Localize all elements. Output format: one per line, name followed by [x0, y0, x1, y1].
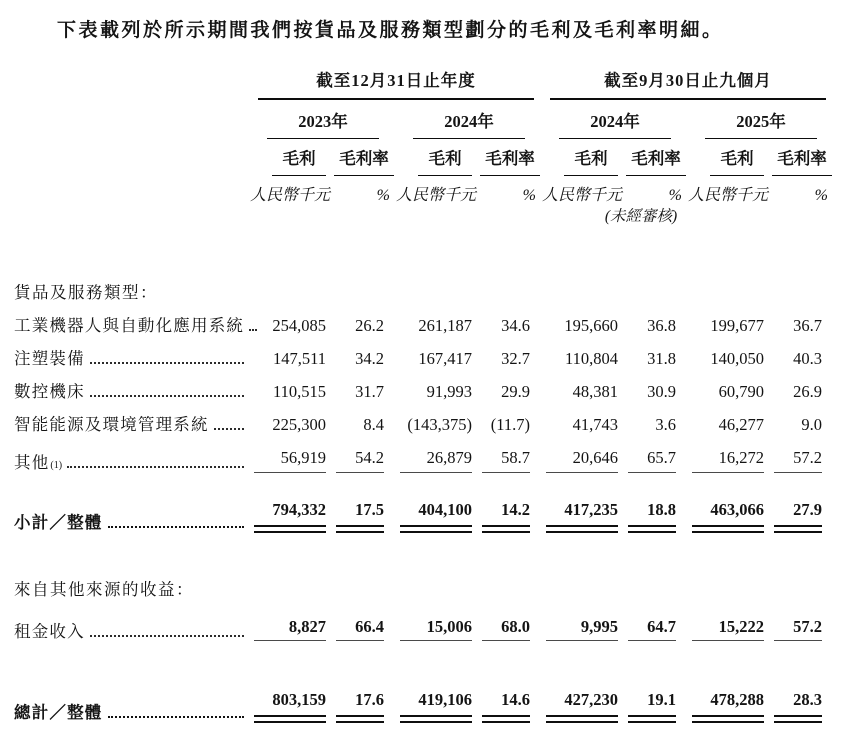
section-header-row	[14, 284, 834, 303]
profit-header: 毛利	[542, 139, 626, 176]
value-cell: 57.2	[772, 600, 834, 642]
unit-row	[14, 176, 834, 205]
value-cell: 261,187	[418, 315, 472, 335]
subtotal-row	[14, 473, 834, 533]
value-cell: 225,300	[272, 414, 326, 434]
value-cell: 36.8	[647, 315, 676, 335]
value-cell: 14.2	[480, 473, 542, 533]
value-cell: 91,993	[426, 381, 472, 401]
margin-header: 毛利率	[626, 139, 688, 176]
value-cell: 427,230	[542, 641, 626, 723]
value-cell: 31.7	[355, 381, 384, 401]
value-cell: 17.6	[334, 641, 396, 723]
dot-leader	[108, 716, 245, 718]
value-cell: 30.9	[647, 381, 676, 401]
gross-profit-table	[14, 70, 834, 724]
unit-currency: 人民幣千元	[396, 186, 477, 204]
value-cell: 8,827	[250, 600, 334, 642]
value-cell: 26.2	[355, 315, 384, 335]
value-cell: 56,919	[250, 435, 334, 473]
value-cell: 14.6	[480, 641, 542, 723]
unaudited-row	[14, 205, 834, 226]
value-cell: 254,085	[272, 315, 326, 335]
profit-header: 毛利	[250, 139, 334, 176]
value-cell: 34.6	[501, 315, 530, 335]
unit-percent: %	[814, 186, 828, 204]
margin-header: 毛利率	[772, 139, 834, 176]
value-cell: 26,879	[396, 435, 480, 473]
dot-leader	[90, 362, 244, 364]
unit-currency: 人民幣千元	[542, 186, 623, 204]
value-cell: 29.9	[501, 381, 530, 401]
section-header-row	[14, 533, 834, 600]
unit-percent: %	[522, 186, 536, 204]
value-cell: 26.9	[793, 381, 822, 401]
value-cell: 15,222	[688, 600, 772, 642]
table-row	[14, 336, 834, 369]
row-label: 智能能源及環境管理系統	[14, 402, 250, 435]
value-cell: 140,050	[710, 348, 764, 368]
value-cell: 9.0	[801, 414, 822, 434]
value-cell: 147,511	[272, 348, 326, 368]
value-cell: 34.2	[355, 348, 384, 368]
value-cell: 8.4	[363, 414, 384, 434]
value-cell: 46,277	[718, 414, 764, 434]
value-cell: 20,646	[542, 435, 626, 473]
value-cell: (143,375)	[407, 414, 472, 434]
dot-leader	[90, 395, 244, 397]
unit-currency: 人民幣千元	[250, 186, 331, 204]
value-cell: 36.7	[793, 315, 822, 335]
section-other-income: 來自其他來源的收益：	[14, 579, 194, 599]
row-label: 總計／整體	[14, 641, 250, 723]
dot-leader	[90, 635, 244, 637]
header-spacer	[14, 70, 250, 100]
dot-leader	[249, 329, 257, 331]
year-header-2024: 2024年	[396, 100, 542, 139]
value-cell: 68.0	[480, 600, 542, 642]
dot-leader	[214, 428, 244, 430]
value-cell: 60,790	[718, 381, 764, 401]
value-cell: 65.7	[626, 435, 688, 473]
value-cell: 199,677	[710, 315, 764, 335]
row-label: 注塑裝備	[14, 336, 250, 369]
value-cell: 803,159	[250, 641, 334, 723]
table-row	[14, 402, 834, 435]
dot-leader	[67, 466, 244, 468]
table-row	[14, 435, 834, 473]
period-group-row	[14, 70, 834, 100]
value-cell: 18.8	[626, 473, 688, 533]
table-row	[14, 369, 834, 402]
value-cell: 478,288	[688, 641, 772, 723]
value-cell: 110,804	[564, 348, 618, 368]
unaudited-note: (未經審核)	[604, 207, 678, 225]
measure-header-row	[14, 139, 834, 176]
value-cell: 41,743	[572, 414, 618, 434]
value-cell: 27.9	[772, 473, 834, 533]
value-cell: 110,515	[272, 381, 326, 401]
value-cell: 15,006	[396, 600, 480, 642]
table-intro-text: 下表載列於所示期間我們按貨品及服務類型劃分的毛利及毛利率明細。	[57, 20, 724, 41]
profit-header: 毛利	[396, 139, 480, 176]
value-cell: 17.5	[334, 473, 396, 533]
value-cell: 66.4	[334, 600, 396, 642]
row-label: 工業機器人與自動化應用系統	[14, 303, 250, 336]
period-group-nine-months: 截至9月30日止九個月	[542, 70, 834, 100]
value-cell: 9,995	[542, 600, 626, 642]
period-group-annual: 截至12月31日止年度	[250, 70, 542, 100]
value-cell: 16,272	[688, 435, 772, 473]
value-cell: 3.6	[655, 414, 676, 434]
unit-percent: %	[668, 186, 682, 204]
value-cell: 167,417	[418, 348, 472, 368]
value-cell: 195,660	[564, 315, 618, 335]
value-cell: 48,381	[572, 381, 618, 401]
year-header-2025-9m: 2025年	[688, 100, 834, 139]
value-cell: 417,235	[542, 473, 626, 533]
section-goods-services: 貨品及服務類型：	[14, 282, 158, 302]
value-cell: 57.2	[772, 435, 834, 473]
profit-header: 毛利	[688, 139, 772, 176]
table-row	[14, 303, 834, 336]
value-cell: 28.3	[772, 641, 834, 723]
unit-percent: %	[376, 186, 390, 204]
value-cell: 64.7	[626, 600, 688, 642]
year-header-2023: 2023年	[250, 100, 396, 139]
value-cell: (11.7)	[490, 414, 530, 434]
year-header-2024-9m: 2024年	[542, 100, 688, 139]
dot-leader	[108, 526, 245, 528]
table-row	[14, 600, 834, 642]
value-cell: 19.1	[626, 641, 688, 723]
value-cell: 31.8	[647, 348, 676, 368]
value-cell: 404,100	[396, 473, 480, 533]
value-cell: 40.3	[793, 348, 822, 368]
value-cell: 32.7	[501, 348, 530, 368]
value-cell: 794,332	[250, 473, 334, 533]
unit-currency: 人民幣千元	[688, 186, 769, 204]
spacer-row	[14, 226, 834, 284]
value-cell: 54.2	[334, 435, 396, 473]
year-header-row	[14, 100, 834, 139]
row-label: 租金收入	[14, 600, 250, 642]
row-label: 數控機床	[14, 369, 250, 402]
row-label: 其他 (1)	[14, 435, 250, 473]
margin-header: 毛利率	[334, 139, 396, 176]
row-label: 小計／整體	[14, 473, 250, 533]
value-cell: 419,106	[396, 641, 480, 723]
value-cell: 58.7	[480, 435, 542, 473]
value-cell: 463,066	[688, 473, 772, 533]
margin-header: 毛利率	[480, 139, 542, 176]
total-row	[14, 641, 834, 723]
